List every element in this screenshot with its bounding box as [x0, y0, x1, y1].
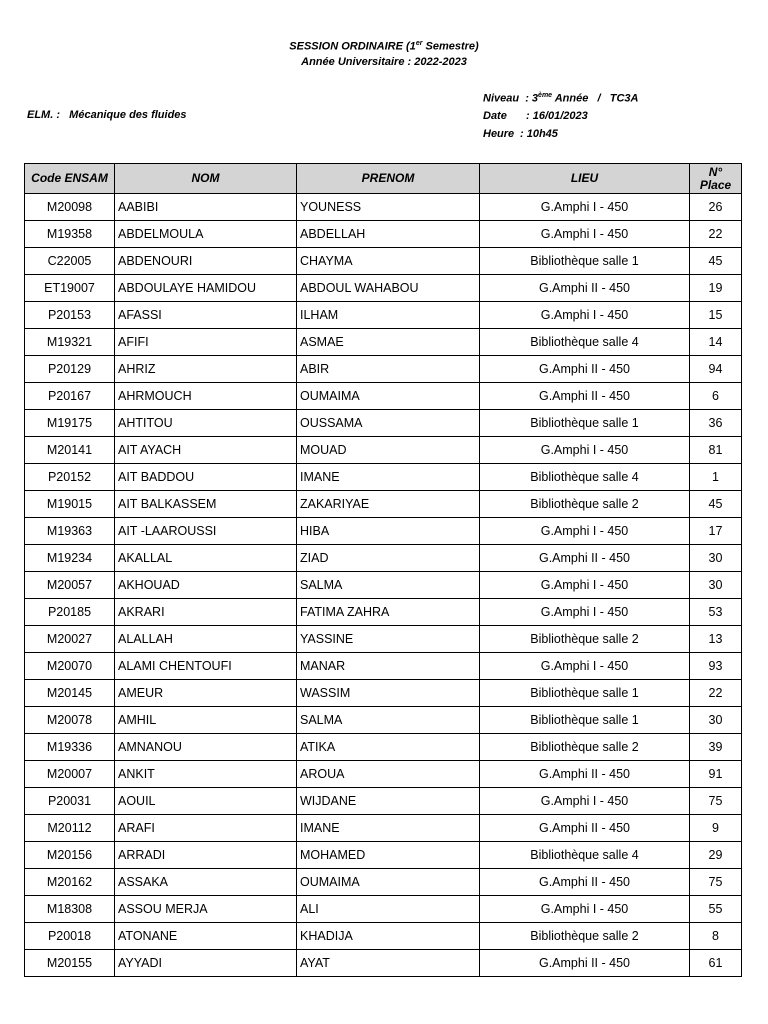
- cell-lieu: Bibliothèque salle 2: [480, 923, 690, 950]
- table-row: [25, 221, 742, 248]
- table-row: [25, 464, 742, 491]
- table-row: [25, 734, 742, 761]
- cell-place: 22: [690, 680, 742, 707]
- cell-prenom: ATIKA: [297, 734, 480, 761]
- table-row: [25, 518, 742, 545]
- cell-place: 6: [690, 383, 742, 410]
- cell-code: P20018: [25, 923, 115, 950]
- cell-nom: AOUIL: [115, 788, 297, 815]
- cell-code: P20031: [25, 788, 115, 815]
- cell-prenom: OUMAIMA: [297, 869, 480, 896]
- cell-code: P20153: [25, 302, 115, 329]
- cell-code: M20027: [25, 626, 115, 653]
- cell-place: 14: [690, 329, 742, 356]
- table-row: [25, 248, 742, 275]
- cell-prenom: SALMA: [297, 707, 480, 734]
- cell-lieu: G.Amphi II - 450: [480, 545, 690, 572]
- cell-lieu: G.Amphi I - 450: [480, 221, 690, 248]
- cell-lieu: G.Amphi II - 450: [480, 950, 690, 977]
- cell-prenom: CHAYMA: [297, 248, 480, 275]
- table-row: [25, 815, 742, 842]
- cell-place: 55: [690, 896, 742, 923]
- cell-nom: AIT AYACH: [115, 437, 297, 464]
- cell-nom: ASSAKA: [115, 869, 297, 896]
- cell-place: 29: [690, 842, 742, 869]
- cell-place: 36: [690, 410, 742, 437]
- cell-nom: AMNANOU: [115, 734, 297, 761]
- cell-nom: AIT BADDOU: [115, 464, 297, 491]
- cell-code: P20129: [25, 356, 115, 383]
- cell-nom: ABDENOURI: [115, 248, 297, 275]
- cell-place: 30: [690, 572, 742, 599]
- cell-lieu: G.Amphi I - 450: [480, 518, 690, 545]
- cell-code: P20167: [25, 383, 115, 410]
- cell-code: M20141: [25, 437, 115, 464]
- cell-prenom: YASSINE: [297, 626, 480, 653]
- cell-code: M19175: [25, 410, 115, 437]
- cell-place: 81: [690, 437, 742, 464]
- cell-lieu: Bibliothèque salle 2: [480, 734, 690, 761]
- cell-nom: AABIBI: [115, 194, 297, 221]
- cell-code: M20057: [25, 572, 115, 599]
- cell-lieu: G.Amphi I - 450: [480, 194, 690, 221]
- cell-lieu: Bibliothèque salle 2: [480, 491, 690, 518]
- session-title: SESSION ORDINAIRE (1er Semestre): [289, 40, 479, 53]
- cell-prenom: OUSSAMA: [297, 410, 480, 437]
- cell-place: 45: [690, 248, 742, 275]
- cell-lieu: Bibliothèque salle 1: [480, 707, 690, 734]
- cell-code: M19015: [25, 491, 115, 518]
- elm-line: ELM. : Mécanique des fluides: [27, 109, 187, 121]
- cell-place: 1: [690, 464, 742, 491]
- cell-code: M20155: [25, 950, 115, 977]
- table-row: [25, 329, 742, 356]
- cell-code: M20007: [25, 761, 115, 788]
- cell-nom: ASSOU MERJA: [115, 896, 297, 923]
- cell-nom: AIT BALKASSEM: [115, 491, 297, 518]
- cell-prenom: ABIR: [297, 356, 480, 383]
- cell-nom: AMEUR: [115, 680, 297, 707]
- student-table: [24, 163, 742, 977]
- cell-place: 39: [690, 734, 742, 761]
- table-row: [25, 788, 742, 815]
- cell-code: M19358: [25, 221, 115, 248]
- cell-code: M19234: [25, 545, 115, 572]
- cell-prenom: YOUNESS: [297, 194, 480, 221]
- table-row: [25, 599, 742, 626]
- cell-place: 75: [690, 869, 742, 896]
- cell-lieu: Bibliothèque salle 1: [480, 248, 690, 275]
- cell-nom: AFIFI: [115, 329, 297, 356]
- cell-prenom: AROUA: [297, 761, 480, 788]
- cell-code: M20156: [25, 842, 115, 869]
- cell-code: M20078: [25, 707, 115, 734]
- col-code: Code ENSAM: [25, 164, 115, 194]
- cell-place: 15: [690, 302, 742, 329]
- cell-code: M19363: [25, 518, 115, 545]
- heure-line: Heure : 10h45: [483, 128, 558, 140]
- cell-lieu: G.Amphi II - 450: [480, 275, 690, 302]
- cell-lieu: Bibliothèque salle 4: [480, 464, 690, 491]
- cell-prenom: IMANE: [297, 815, 480, 842]
- cell-code: M20145: [25, 680, 115, 707]
- cell-nom: ABDELMOULA: [115, 221, 297, 248]
- cell-nom: AHRMOUCH: [115, 383, 297, 410]
- cell-nom: AMHIL: [115, 707, 297, 734]
- table-row: [25, 545, 742, 572]
- cell-nom: AFASSI: [115, 302, 297, 329]
- cell-nom: ANKIT: [115, 761, 297, 788]
- academic-year: Année Universitaire : 2022-2023: [301, 56, 467, 68]
- cell-code: M20112: [25, 815, 115, 842]
- cell-code: M20098: [25, 194, 115, 221]
- cell-nom: AKRARI: [115, 599, 297, 626]
- table-row: [25, 383, 742, 410]
- cell-lieu: Bibliothèque salle 2: [480, 626, 690, 653]
- cell-prenom: ABDOUL WAHABOU: [297, 275, 480, 302]
- cell-nom: AHTITOU: [115, 410, 297, 437]
- cell-lieu: Bibliothèque salle 4: [480, 329, 690, 356]
- cell-lieu: G.Amphi I - 450: [480, 788, 690, 815]
- cell-prenom: ASMAE: [297, 329, 480, 356]
- cell-code: C22005: [25, 248, 115, 275]
- cell-code: M20162: [25, 869, 115, 896]
- table-row: [25, 869, 742, 896]
- cell-place: 45: [690, 491, 742, 518]
- cell-lieu: G.Amphi II - 450: [480, 356, 690, 383]
- cell-code: M20070: [25, 653, 115, 680]
- cell-prenom: MANAR: [297, 653, 480, 680]
- cell-nom: ALALLAH: [115, 626, 297, 653]
- cell-lieu: G.Amphi I - 450: [480, 599, 690, 626]
- cell-prenom: AYAT: [297, 950, 480, 977]
- niveau-line: Niveau : 3ème Année / TC3A: [483, 92, 639, 105]
- cell-place: 94: [690, 356, 742, 383]
- table-row: [25, 896, 742, 923]
- cell-prenom: ALI: [297, 896, 480, 923]
- table-row: [25, 680, 742, 707]
- cell-prenom: FATIMA ZAHRA: [297, 599, 480, 626]
- col-nom: NOM: [115, 164, 297, 194]
- table-row: [25, 761, 742, 788]
- cell-prenom: MOUAD: [297, 437, 480, 464]
- cell-prenom: HIBA: [297, 518, 480, 545]
- cell-prenom: SALMA: [297, 572, 480, 599]
- cell-prenom: ZAKARIYAE: [297, 491, 480, 518]
- cell-lieu: G.Amphi I - 450: [480, 896, 690, 923]
- cell-code: ET19007: [25, 275, 115, 302]
- table-row: [25, 572, 742, 599]
- cell-place: 91: [690, 761, 742, 788]
- cell-place: 75: [690, 788, 742, 815]
- cell-place: 19: [690, 275, 742, 302]
- cell-lieu: G.Amphi II - 450: [480, 383, 690, 410]
- cell-lieu: G.Amphi II - 450: [480, 761, 690, 788]
- table-row: [25, 275, 742, 302]
- cell-place: 17: [690, 518, 742, 545]
- cell-nom: AKHOUAD: [115, 572, 297, 599]
- cell-prenom: ABDELLAH: [297, 221, 480, 248]
- cell-nom: AHRIZ: [115, 356, 297, 383]
- cell-nom: ATONANE: [115, 923, 297, 950]
- table-row: [25, 950, 742, 977]
- table-row: [25, 626, 742, 653]
- table-row: [25, 194, 742, 221]
- cell-nom: AIT -LAAROUSSI: [115, 518, 297, 545]
- table-row: [25, 923, 742, 950]
- cell-lieu: G.Amphi I - 450: [480, 572, 690, 599]
- cell-lieu: Bibliothèque salle 4: [480, 842, 690, 869]
- cell-place: 93: [690, 653, 742, 680]
- cell-code: M19321: [25, 329, 115, 356]
- cell-lieu: G.Amphi I - 450: [480, 437, 690, 464]
- table-row: [25, 491, 742, 518]
- cell-place: 9: [690, 815, 742, 842]
- table-row: [25, 707, 742, 734]
- cell-code: P20152: [25, 464, 115, 491]
- col-lieu: LIEU: [480, 164, 690, 194]
- cell-place: 61: [690, 950, 742, 977]
- cell-prenom: OUMAIMA: [297, 383, 480, 410]
- cell-prenom: WASSIM: [297, 680, 480, 707]
- table-row: [25, 356, 742, 383]
- col-place: N° Place: [690, 164, 742, 194]
- cell-prenom: WIJDANE: [297, 788, 480, 815]
- cell-nom: ABDOULAYE HAMIDOU: [115, 275, 297, 302]
- cell-code: M19336: [25, 734, 115, 761]
- cell-prenom: ILHAM: [297, 302, 480, 329]
- cell-nom: ARAFI: [115, 815, 297, 842]
- cell-place: 30: [690, 545, 742, 572]
- cell-code: M18308: [25, 896, 115, 923]
- cell-lieu: G.Amphi I - 450: [480, 653, 690, 680]
- date-line: Date : 16/01/2023: [483, 110, 588, 122]
- table-row: [25, 302, 742, 329]
- cell-place: 26: [690, 194, 742, 221]
- cell-place: 22: [690, 221, 742, 248]
- cell-place: 8: [690, 923, 742, 950]
- col-prenom: PRENOM: [297, 164, 480, 194]
- cell-place: 13: [690, 626, 742, 653]
- cell-lieu: G.Amphi II - 450: [480, 869, 690, 896]
- cell-nom: AKALLAL: [115, 545, 297, 572]
- table-row: [25, 653, 742, 680]
- table-row: [25, 437, 742, 464]
- cell-prenom: ZIAD: [297, 545, 480, 572]
- table-row: [25, 410, 742, 437]
- cell-nom: ALAMI CHENTOUFI: [115, 653, 297, 680]
- cell-lieu: Bibliothèque salle 1: [480, 410, 690, 437]
- table-row: [25, 842, 742, 869]
- cell-lieu: G.Amphi II - 450: [480, 815, 690, 842]
- cell-prenom: KHADIJA: [297, 923, 480, 950]
- cell-prenom: IMANE: [297, 464, 480, 491]
- cell-code: P20185: [25, 599, 115, 626]
- cell-nom: ARRADI: [115, 842, 297, 869]
- cell-lieu: Bibliothèque salle 1: [480, 680, 690, 707]
- cell-nom: AYYADI: [115, 950, 297, 977]
- cell-prenom: MOHAMED: [297, 842, 480, 869]
- cell-lieu: G.Amphi I - 450: [480, 302, 690, 329]
- table-header-row: [25, 164, 742, 194]
- cell-place: 53: [690, 599, 742, 626]
- cell-place: 30: [690, 707, 742, 734]
